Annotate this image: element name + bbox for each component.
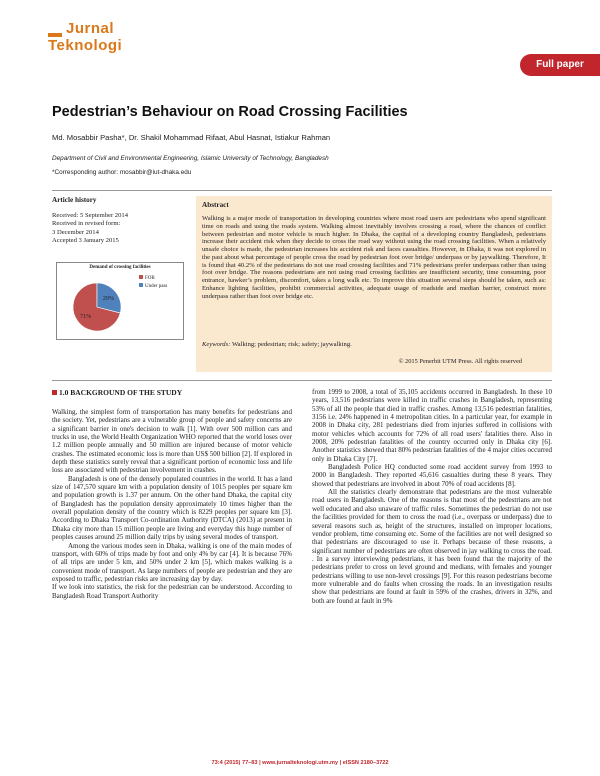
legend-swatch: [139, 275, 143, 279]
body-column-right: [312, 388, 552, 605]
paragraph: All the statistics clearly demonstrate that pedestrians are the most vulnerable road users in Bangladesh. One of the reasons is that most of the pedestrians are not well educated and also unaware of traffic rules. Sometimes the pedestrian do not use the facilities provided for them to cross the road (i.e., overpass or underpass) due to several reasons such as, height of the structures, installed on improper locations, vendor problem, time consuming etc. Some of the facilities are not well designed so that pedestrians are discouraged to use it. Perhaps because of these reasons, a significant number of pedestrians are often observed in jay walking to cross the road. . In a survey interviewing pedestrians, it has been found that the majority of the pedestrians prefer to cross on level ground and medians, with females and younger pedestrians willing to use non-level crossings [9]. For this reason pedestrians become more vulnerable and do faults when crossing the roads. In an investigation results show that pedestrians are found at fault in 59% of the crashes, drivers in 32%, and both are found at fault in 9%: [312, 488, 552, 605]
logo-line-2: Teknologi: [48, 37, 123, 54]
abstract-box: [196, 196, 552, 372]
section-heading-text: 1.0 BACKGROUND OF THE STUDY: [59, 388, 183, 397]
pie-data-label: 29%: [102, 296, 114, 303]
paragraph: If we look into statistics, the risk for the pedestrian can be understood. According to Bangladesh Road Transport Authority: [52, 583, 292, 600]
legend-swatch: [139, 283, 143, 287]
corresponding-author: *Corresponding author: mosabbir@iut-dhaka.edu: [52, 169, 192, 176]
paragraph: Bangladesh is one of the densely populated countries in the world. It has a land size of 147,570 square km with a population density of 1015 peoples per square km and population growth is 1.37 per annum. On the other hand Dhaka, the capital city of Bangladesh has the population density approximately 10 times higher than the overall population density of the country which is 8229 peoples per square km [3]. According to Dhaka Transport Co-ordination Authority (DTCA) (2013) at present in Dhaka city more than 15 million people are living and everyday this huge number of peoples causes around 25 million daily trips by using several modes of transport.: [52, 474, 292, 542]
keywords-label: Keywords:: [202, 341, 231, 348]
pie-data-label: 71%: [80, 313, 92, 320]
history-line: Accepted 3 January 2015: [52, 236, 119, 244]
body-column-left: [52, 408, 292, 600]
page-footer: 73:4 (2015) 77–83 | www.jurnalteknologi.utm.my | eISSN 2180–3722: [211, 760, 389, 766]
section-heading: [52, 388, 182, 397]
paragraph: Among the various modes seen in Dhaka, walking is one of the main modes of transport, with 60% of trips made by foot and only 4% by car [4]. It is because 76% of all trips are under 5 km, and 50% under 2 km [5], which makes walking is a convenient mode of transport. As large numbers of people are pedestrian and they are exposed to traffic, pedestrian risks are increasing day by day.: [52, 541, 292, 583]
logo-line-1: Jurnal: [66, 20, 115, 37]
history-line: Received: 5 September 2014: [52, 212, 128, 219]
section-bullet-icon: [52, 390, 57, 395]
full-paper-badge: Full paper: [520, 54, 600, 76]
copyright-notice: © 2015 Penerbit UTM Press. All rights reserved: [398, 358, 522, 365]
paragraph: Walking, the simplest form of transportation has many benefits for pedestrians and the society. Yet, pedestrians are a vulnerable group of people and safety concerns are a significant barrier in one's decision to walk [1]. With over 500 million cars and trucks in use, the World Health Organization WHO reported that the world loses over 1.2 million people annually and 50 million are injured because of motor vehicle crashes. The estimated economic loss is more than US$ 500 billion [2]. If explored in depth these statistics surely reveal that a significant portion of economic loss and life loss are associated with pedestrian involvement in crashes.: [52, 408, 292, 475]
legend-entry: Under pass: [145, 284, 168, 289]
article-history-heading: Article history: [52, 196, 97, 204]
history-line: Received in revised form:: [52, 220, 121, 228]
paragraph: from 1999 to 2008, a total of 35,105 accidents occurred in Bangladesh. In these 10 years, 13,516 pedestrians were killed in traffic crashes in Bangladesh, representing 53% of all the people that died in traffic crashes. Among 13,516 pedestrian fatalities, 3156 i.e. 24% happened in 4 metropolitan cities. In a particular year, for example in 2008 in Dhaka city, 281 pedestrians died from injuries suffered in collisions with motor vehicles which accounts for 72% of all road users' fatalities there. Also in 2008, 20% pedestrian fatalities of the country occurred only in Dhaka city [6]. Another statistics showed that 80% pedestrian fatalities of the 4 major cities occurred only in Dhaka City [7].: [312, 388, 552, 463]
abstract-heading: Abstract: [202, 201, 229, 209]
keywords: [202, 341, 546, 348]
paper-title: Pedestrian’s Behaviour on Road Crossing Facilities: [52, 104, 408, 120]
legend-entry: FOB: [145, 276, 155, 281]
journal-logo: [48, 20, 168, 62]
abstract-text: Walking is a major mode of transportation in developing countries where most road users are pedestrians who spend significant time on roads and using the roads system. Walking almost inevitably involves crossing a road, where the chances of conflict between pedestrian and motor vehicle is much higher. In Dhaka, the capital of a developing country Bangladesh, pedestrians increase their accident risk when they decide to cross the road way without using the road crossing facilities. When a relatively unsafe choice is made, the pedestrian increases his accident risk and faces casualties. However, in Dhaka, it was not explored in the past about what percentage of people cross the road by pedestrian foot over bridge/ underpass or by jaywalking. Therefore, It is found that 40.2% of the pedestrians do not use road crossing facilities and 71% pedestrians prefer underpass rather than using foot over bridge. The reasons pedestrians are not using road crossing facilities are insufficient security, time consuming, poor entrance, hawker’s problem, discomfort, takes a long walk etc. To improve this situation several steps should be taken, such as: Enhance lighting facilities, prohibit commercial activities, adequate usage of roadside and median barrier, construct more underpass rather than foot over bridge etc.: [202, 215, 546, 300]
pie-chart: [57, 263, 183, 339]
paragraph: Bangladesh Police HQ conducted some road accident survey from 1993 to 2000 in Bangladesh. They reported 45,616 casualties during these 8 years. They showed that pedestrians are involved in about 70% of road accidents [8].: [312, 463, 552, 488]
pie-chart-box: [56, 262, 184, 340]
divider-bottom: [52, 380, 552, 381]
affiliation: Department of Civil and Environmental Engineering, Islamic University of Technology, Bangladesh: [52, 155, 329, 162]
author-list: Md. Mosabbir Pasha*, Dr. Shakil Mohammad Rifaat, Abul Hasnat, Istiakur Rahman: [52, 133, 331, 142]
history-line: 3 December 2014: [52, 228, 99, 236]
divider-top: [52, 190, 552, 191]
keywords-text: Walking; pedestrian; risk; safety; jaywalking.: [231, 341, 352, 348]
chart-title: Demand of crossing facilities: [89, 265, 151, 270]
